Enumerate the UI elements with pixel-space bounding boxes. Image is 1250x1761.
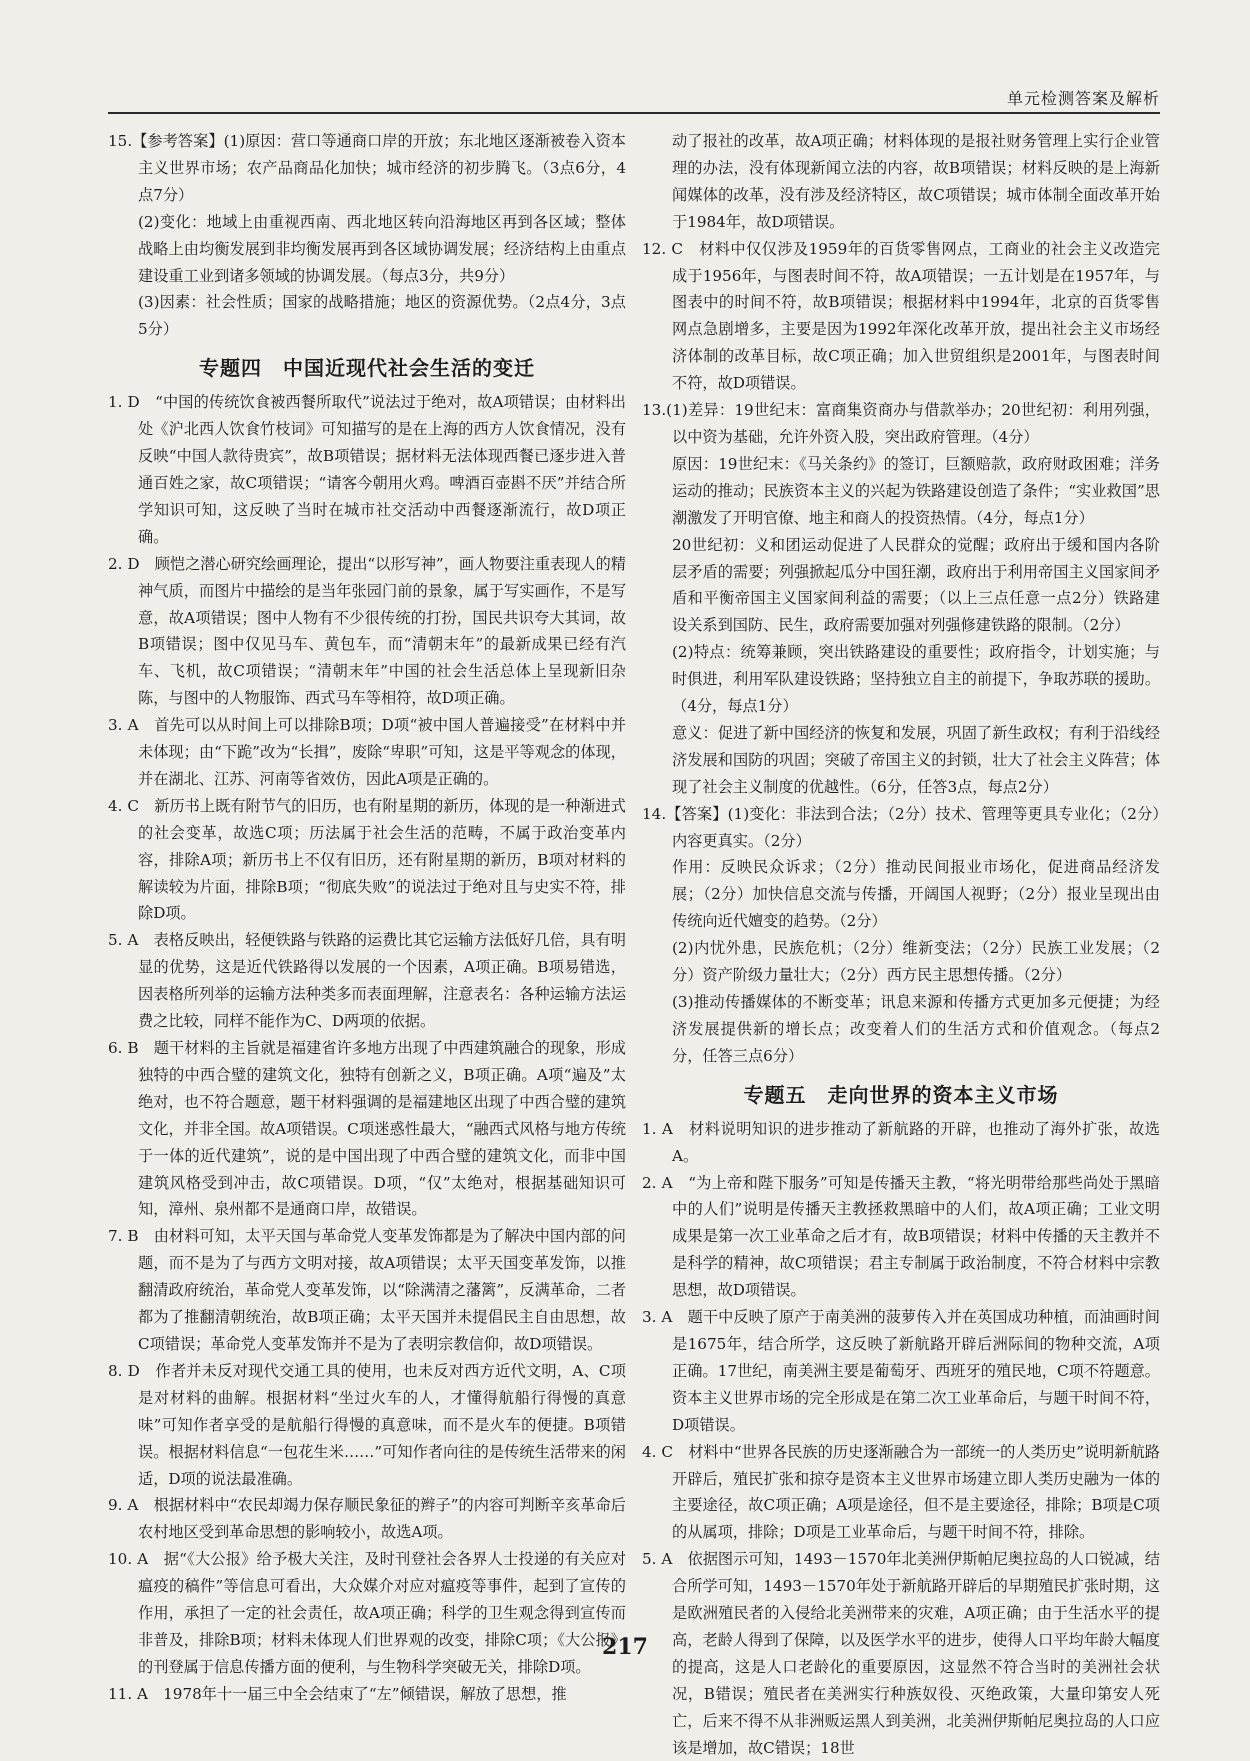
page-number: 217	[602, 1634, 648, 1660]
answer-continuation: (2)内忧外患，民族危机；（2分）维新变法；（2分）民族工业发展；（2分）资产阶级力量壮大；（2分）西方民主思想传播。（2分）	[672, 939, 1160, 985]
answer-continuation: (2)特点：统筹兼顾，突出铁路建设的重要性；政府指令，计划实施；与时俱进，利用军队建设铁路；坚持独立自主的前提下，争取苏联的援助。（4分，每点1分）	[672, 643, 1160, 716]
answer-continuation: 原因：19世纪末：《马关条约》的签订，巨额赔款，政府财政困难；洋务运动的推动；民族资本主义的兴起为铁路建设创造了条件；“实业救国”思潮激发了开明官僚、地主和商人的投资热情。（4分，每点1分）	[672, 454, 1160, 527]
answer-item: 4. C 材料中“世界各民族的历史逐渐融合为一部统一的人类历史”说明新航路开辟后，殖民扩张和掠夺是资本主义世界市场建立即人类历史融为一体的主要途径，故C项正确；A项是途径，但不是主要途径，排除；B项是C项的从属项，排除；D项是工业革命后，与题干时间不符，排除。	[642, 1442, 1160, 1542]
answer-item: 1. A 材料说明知识的进步推动了新航路的开辟，也推动了海外扩张，故选A。	[642, 1119, 1160, 1165]
answer-item: 6. B 题干材料的主旨就是福建省许多地方出现了中西建筑融合的现象，形成独特的中西合璧的建筑文化，独特有创新之义，B项正确。A项“遍及”太绝对，也不符合题意，题干材料强调的是福建地区出现了中西合璧的建筑文化，并非全国。故A项错误。C项迷惑性最大，“融西式风格与地方传统于一体的近代建筑”，说的是中国出现了中西合璧的建筑文化，而非中国建筑风格受到冲击，故C项错误。D项，“仅”太绝对，根据基础知识可知，漳州、泉州都不是通商口岸，故错误。	[108, 1039, 626, 1219]
answer-continuation: 20世纪初：义和团运动促进了人民群众的觉醒；政府出于缓和国内各阶层矛盾的需要；列强掀起瓜分中国狂潮，政府出于利用帝国主义国家间矛盾和平衡帝国主义国家间利益的需要；（以上三点任意一点2分）铁路建设关系到国防、民生，政府需要加强对列强修建铁路的限制。（2分）	[672, 535, 1160, 635]
answer-item: 15.【参考答案】(1)原因：营口等通商口岸的开放；东北地区逐渐被卷入资本主义世界市场；农产品商品化加快；城市经济的初步腾飞。（3点6分，4点7分）	[108, 132, 626, 204]
answer-item: 8. D 作者并未反对现代交通工具的使用，也未反对西方近代文明，A、C项是对材料的曲解。根据材料“坐过火车的人，才懂得航船行得慢的真意味”可知作者享受的是航船行得慢的真意味，而不是火车的便捷。B项错误。根据材料信息“一包花生米……”可知作者向往的是传统生活带来的闲适，D项的说法最准确。	[108, 1361, 626, 1488]
answer-continuation: (3)因素：社会性质；国家的战略措施；地区的资源优势。（2点4分，3点5分）	[138, 293, 626, 339]
running-header-title: 单元检测答案及解析	[1006, 89, 1160, 108]
answer-item: 11. A 1978年十一届三中全会结束了“左”倾错误，解放了思想，推	[108, 1684, 567, 1703]
answer-item: 1. D “中国的传统饮食被西餐所取代”说法过于绝对，故A项错误；由材料出处《沪北西人饮食竹枝词》可知描写的是在上海的西方人饮食情况，没有反映“中国人款待贵宾”，故B项错误；据材料无法体现西餐已逐步进入普通百姓之家，故C项错误；“请客今朝用火鸡。啤酒百壶斟不厌”并结合所学知识可知，这反映了当时在城市社交活动中西餐逐渐流行，故D项正确。	[108, 393, 626, 546]
answer-item: 3. A 首先可以从时间上可以排除B项；D项“被中国人普遍接受”在材料中并未体现；由“下跪”改为“长揖”，废除“卑职”可知，这是平等观念的体现，并在湖北、江苏、河南等省效仿，因此A项是正确的。	[108, 716, 626, 788]
answer-item: 5. A 表格反映出，轻便铁路与铁路的运费比其它运输方法低好几倍，具有明显的优势，这是近代铁路得以发展的一个因素，A项正确。B项易错选，因表格所列举的运输方法种类多而表面理解，注意表名：各种运输方法运费之比较，同样不能作为C、D两项的依据。	[108, 931, 626, 1031]
right-column	[642, 128, 1160, 1761]
section-heading: 专题四 中国近现代社会生活的变迁	[199, 356, 535, 381]
answer-continuation: 动了报社的改革，故A项正确；材料体现的是报社财务管理上实行企业管理的办法，没有体现新闻立法的内容，故B项错误；材料反映的是上海新闻媒体的改革，没有涉及经济特区，故C项错误；城市体制全面改革开始于1984年，故D项错误。	[672, 132, 1160, 231]
answer-item: 4. C 新历书上既有附节气的旧历，也有附星期的新历，体现的是一种渐进式的社会变革，故选C项；历法属于社会生活的范畴，不属于政治变革内容，排除A项；新历书上不仅有旧历，还有附星期的新历，B项对材料的解读较为片面，排除B项；“彻底失败”的说法过于绝对且与史实不符，排除D项。	[108, 796, 626, 923]
answer-item: 7. B 由材料可知，太平天国与革命党人变革发饰都是为了解决中国内部的问题，而不是为了与西方文明对接，故A项错误；太平天国变革发饰，以推翻清政府统治，革命党人变革发饰，以“除满清之藩篱”，反满革命，二者都为了推翻清朝统治，故B项正确；太平天国并未提倡民主自由思想，故C项错误；革命党人变革发饰并不是为了表明宗教信仰，故D项错误。	[108, 1227, 626, 1353]
answer-item: 14.【答案】(1)变化：非法到合法；（2分）技术、管理等更具专业化；（2分）内容更真实。（2分）	[642, 804, 1160, 850]
answer-continuation: 意义：促进了新中国经济的恢复和发展，巩固了新生政权；有利于沿线经济发展和国防的巩固；突破了帝国主义的封锁，壮大了社会主义阵营；体现了社会主义制度的优越性。（6分，任答3点，每点2分）	[672, 723, 1160, 796]
answer-item: 5. A 依据图示可知，1493－1570年北美洲伊斯帕尼奥拉岛的人口锐减，结合所学可知，1493－1570年处于新航路开辟后的早期殖民扩张时期，这是欧洲殖民者的入侵给北美洲带来的灾难，A项正确；由于生活水平的提高，老龄人得到了保障，以及医学水平的进步，使得人口平均年龄大幅度的提高，这是人口老龄化的重要原因，这显然不符合当时的美洲社会状况，B错误；殖民者在美洲实行种族奴役、灭绝政策，大量印第安人死亡，后来不得不从非洲贩运黑人到美洲，北美洲伊斯帕尼奥拉岛的人口应该是增加，故C错误；18世	[642, 1550, 1160, 1757]
answer-item: 10. A 据“《大公报》给予极大关注，及时刊登社会各界人士投递的有关应对瘟疫的稿件”等信息可看出，大众媒介对应对瘟疫等事件，起到了宣传的作用，承担了一定的社会责任，故A项正确；科学的卫生观念得到宣传而非普及，排除B项；材料未体现人们世界观的改变，排除C项；《大公报》的刊登属于信息传播方面的便利，与生物科学突破无关，排除D项。	[108, 1550, 626, 1676]
answer-continuation: (3)推动传播媒体的不断变革；讯息来源和传播方式更加多元便捷；为经济发展提供新的增长点；改变着人们的生活方式和价值观念。（每点2分，任答三点6分）	[672, 993, 1160, 1065]
left-column	[108, 128, 626, 1708]
answer-continuation: (2)变化：地域上由重视西南、西北地区转向沿海地区再到各区域；整体战略上由均衡发展到非均衡发展再到各区域协调发展；经济结构上由重点建设重工业到诸多领域的协调发展。（每点3分，共9分）	[138, 212, 626, 285]
answer-item: 12. C 材料中仅仅涉及1959年的百货零售网点，工商业的社会主义改造完成于1956年，与图表时间不符，故A项错误；一五计划是在1957年，与图表中的时间不符，故B项错误；根据材料中1994年，北京的百货零售网点急剧增多，主要是因为1992年深化改革开放，提出社会主义市场经济体制的改革目标，故C项正确；加入世贸组织是2001年，与图表时间不符，故D项错误。	[642, 239, 1160, 393]
answer-item: 13.(1)差异：19世纪末：富商集资商办与借款举办；20世纪初：利用列强，以中资为基础，允许外资入股，突出政府管理。（4分）	[642, 401, 1160, 446]
answer-item: 3. A 题干中反映了原产于南美洲的菠萝传入并在英国成功种植，而油画时间是1675年，结合所学，这反映了新航路开辟后洲际间的物种交流，A项正确。17世纪，南美洲主要是葡萄牙、西班牙的殖民地，C项不符题意。资本主义世界市场的完全形成是在第二次工业革命后，与题干时间不符，D项错误。	[642, 1308, 1160, 1434]
answer-item: 9. A 根据材料中“农民却竭力保存顺民象征的辫子”的内容可判断辛亥革命后农村地区受到革命思想的影响较小，故选A项。	[108, 1496, 626, 1542]
answer-item: 2. A “为上帝和陛下服务”可知是传播天主教，“将光明带给那些尚处于黑暗中的人们”说明是传播天主教拯救黑暗中的人们，故A项正确；工业文明成果是第一次工业革命之后才有，故B项错误；材料中传播的天主教并不是科学的精神，故C项错误；君主专制属于政治制度，不符合材料中宗教思想，故D项错误。	[642, 1173, 1160, 1300]
section-heading: 专题五 走向世界的资本主义市场	[743, 1082, 1059, 1107]
page-header	[108, 86, 1160, 108]
header-rule	[108, 112, 1160, 114]
answer-item: 2. D 顾恺之潜心研究绘画理论，提出“以形写神”，画人物要注重表现人的精神气质，而图片中描绘的是当年张园门前的景象，属于写实画作，不是写意，故A项错误；图中人物有不少很传统的打扮，国民共识夸大其词，故B项错误；图中仅见马车、黄包车，而“清朝末年”的最新成果已经有汽车、飞机，故C项错误；“清朝末年”中国的社会生活总体上呈现新旧杂陈，与图中的人物服饰、西式马车等相符，故D项正确。	[108, 554, 626, 708]
answer-continuation: 作用：反映民众诉求；（2分）推动民间报业市场化，促进商品经济发展；（2分）加快信息交流与传播，开阔国人视野；（2分）报业呈现出由传统向近代嬗变的趋势。（2分）	[672, 858, 1160, 931]
